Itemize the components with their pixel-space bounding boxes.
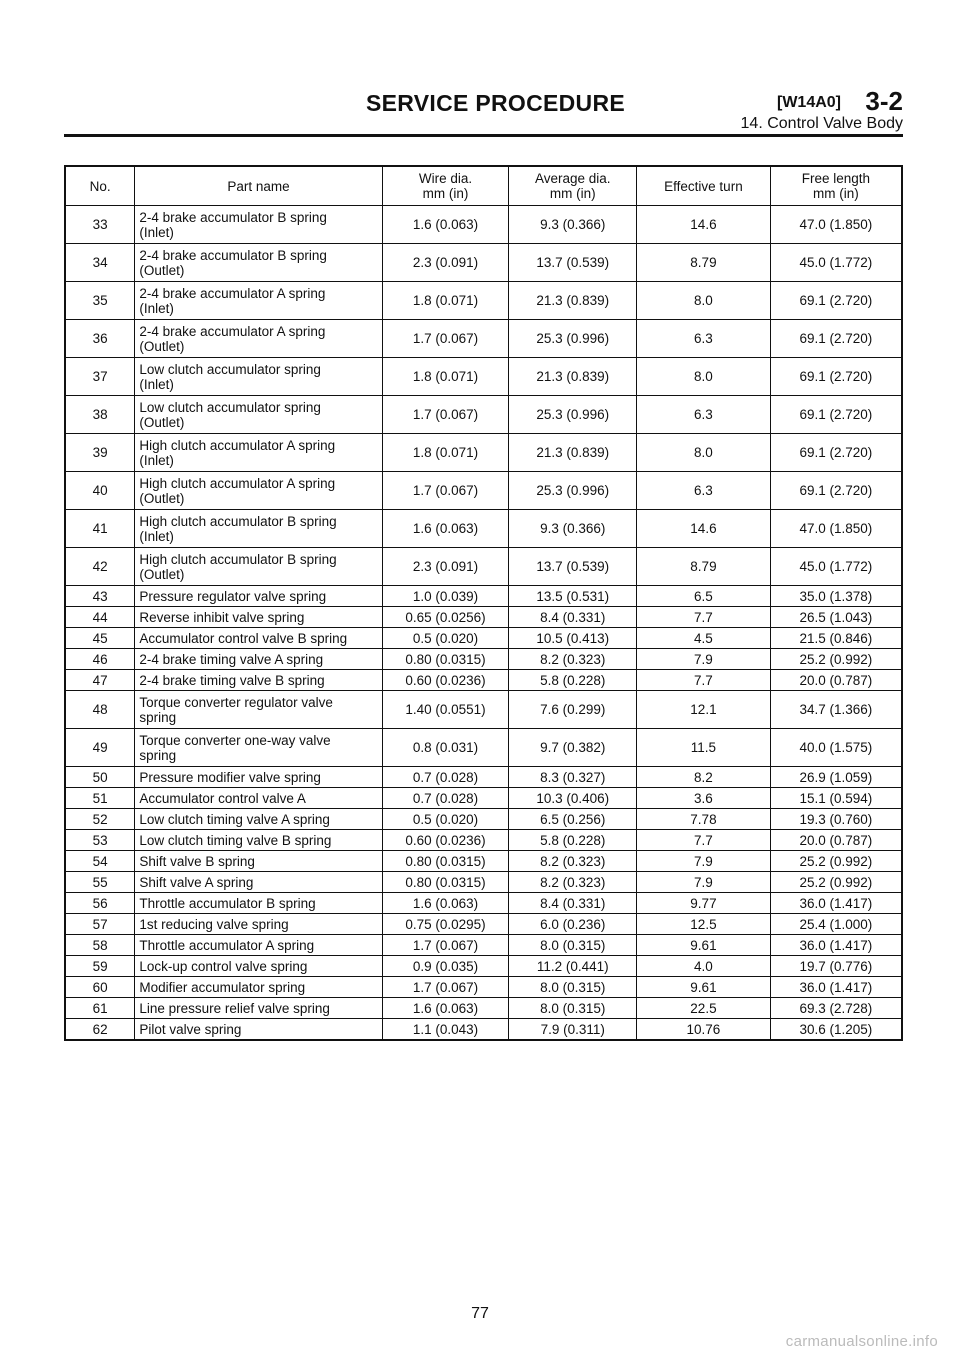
table-row	[65, 628, 902, 649]
cell-effective-turn: 7.7	[637, 670, 771, 691]
table-row	[65, 282, 902, 320]
table-row	[65, 809, 902, 830]
cell-effective-turn: 7.9	[637, 649, 771, 670]
cell-effective-turn: 3.6	[637, 788, 771, 809]
cell-average-dia: 13.5 (0.531)	[509, 586, 637, 607]
cell-part-name: Pressure regulator valve spring	[135, 586, 382, 607]
cell-effective-turn: 4.5	[637, 628, 771, 649]
cell-average-dia: 8.0 (0.315)	[509, 977, 637, 998]
cell-part-name: Low clutch timing valve B spring	[135, 830, 382, 851]
cell-wire-dia: 0.80 (0.0315)	[382, 649, 509, 670]
cell-free-length: 69.1 (2.720)	[770, 434, 902, 472]
table-row	[65, 244, 902, 282]
table-row	[65, 956, 902, 977]
header-free-length: Free length mm (in)	[770, 166, 902, 206]
watermark: carmanualsonline.info	[785, 1333, 938, 1350]
cell-wire-dia: 1.7 (0.067)	[382, 977, 509, 998]
cell-average-dia: 7.6 (0.299)	[509, 691, 637, 729]
cell-free-length: 69.3 (2.728)	[770, 998, 902, 1019]
header-wire-dia: Wire dia. mm (in)	[382, 166, 509, 206]
cell-part-name: 2-4 brake accumulator B spring (Outlet)	[135, 244, 382, 282]
page-number: 77	[471, 1305, 489, 1322]
table-row	[65, 851, 902, 872]
header-effective-turn: Effective turn	[637, 166, 771, 206]
cell-wire-dia: 0.5 (0.020)	[382, 809, 509, 830]
cell-free-length: 35.0 (1.378)	[770, 586, 902, 607]
cell-part-name: 2-4 brake accumulator A spring (Outlet)	[135, 320, 382, 358]
cell-effective-turn: 6.3	[637, 320, 771, 358]
cell-effective-turn: 8.2	[637, 767, 771, 788]
table-row	[65, 396, 902, 434]
cell-part-name: Shift valve B spring	[135, 851, 382, 872]
cell-free-length: 45.0 (1.772)	[770, 244, 902, 282]
cell-part-name: Line pressure relief valve spring	[135, 998, 382, 1019]
cell-average-dia: 6.5 (0.256)	[509, 809, 637, 830]
cell-no: 48	[65, 691, 135, 729]
cell-no: 47	[65, 670, 135, 691]
cell-wire-dia: 1.0 (0.039)	[382, 586, 509, 607]
header-part-name: Part name	[135, 166, 382, 206]
cell-free-length: 34.7 (1.366)	[770, 691, 902, 729]
cell-effective-turn: 7.9	[637, 851, 771, 872]
table-row	[65, 893, 902, 914]
cell-average-dia: 6.0 (0.236)	[509, 914, 637, 935]
cell-free-length: 20.0 (0.787)	[770, 670, 902, 691]
cell-effective-turn: 6.3	[637, 472, 771, 510]
cell-free-length: 69.1 (2.720)	[770, 282, 902, 320]
cell-part-name: Lock-up control valve spring	[135, 956, 382, 977]
cell-part-name: Torque converter one-way valve spring	[135, 729, 382, 767]
cell-wire-dia: 1.8 (0.071)	[382, 282, 509, 320]
cell-effective-turn: 6.5	[637, 586, 771, 607]
cell-free-length: 69.1 (2.720)	[770, 320, 902, 358]
cell-part-name: Accumulator control valve B spring	[135, 628, 382, 649]
cell-average-dia: 8.0 (0.315)	[509, 935, 637, 956]
table-body	[65, 206, 902, 1041]
cell-free-length: 19.3 (0.760)	[770, 809, 902, 830]
cell-effective-turn: 12.5	[637, 914, 771, 935]
cell-wire-dia: 1.6 (0.063)	[382, 893, 509, 914]
cell-wire-dia: 1.8 (0.071)	[382, 358, 509, 396]
cell-no: 43	[65, 586, 135, 607]
cell-part-name: 1st reducing valve spring	[135, 914, 382, 935]
cell-no: 42	[65, 548, 135, 586]
cell-wire-dia: 1.8 (0.071)	[382, 434, 509, 472]
cell-average-dia: 21.3 (0.839)	[509, 282, 637, 320]
cell-no: 38	[65, 396, 135, 434]
cell-free-length: 45.0 (1.772)	[770, 548, 902, 586]
cell-free-length: 25.2 (0.992)	[770, 851, 902, 872]
cell-part-name: Torque converter regulator valve spring	[135, 691, 382, 729]
cell-wire-dia: 0.65 (0.0256)	[382, 607, 509, 628]
cell-effective-turn: 22.5	[637, 998, 771, 1019]
table-row	[65, 607, 902, 628]
cell-no: 40	[65, 472, 135, 510]
cell-no: 37	[65, 358, 135, 396]
cell-no: 61	[65, 998, 135, 1019]
cell-part-name: Pressure modifier valve spring	[135, 767, 382, 788]
cell-no: 55	[65, 872, 135, 893]
cell-wire-dia: 1.7 (0.067)	[382, 935, 509, 956]
cell-average-dia: 25.3 (0.996)	[509, 396, 637, 434]
cell-part-name: Accumulator control valve A	[135, 788, 382, 809]
cell-no: 51	[65, 788, 135, 809]
cell-no: 50	[65, 767, 135, 788]
cell-average-dia: 8.0 (0.315)	[509, 998, 637, 1019]
table-row	[65, 670, 902, 691]
cell-effective-turn: 12.1	[637, 691, 771, 729]
cell-no: 46	[65, 649, 135, 670]
cell-wire-dia: 1.6 (0.063)	[382, 510, 509, 548]
cell-part-name: Throttle accumulator A spring	[135, 935, 382, 956]
cell-free-length: 36.0 (1.417)	[770, 893, 902, 914]
cell-free-length: 47.0 (1.850)	[770, 510, 902, 548]
cell-free-length: 20.0 (0.787)	[770, 830, 902, 851]
cell-average-dia: 8.4 (0.331)	[509, 893, 637, 914]
cell-wire-dia: 0.5 (0.020)	[382, 628, 509, 649]
cell-wire-dia: 0.60 (0.0236)	[382, 670, 509, 691]
cell-average-dia: 9.3 (0.366)	[509, 510, 637, 548]
table-row	[65, 548, 902, 586]
cell-wire-dia: 0.60 (0.0236)	[382, 830, 509, 851]
cell-average-dia: 5.8 (0.228)	[509, 670, 637, 691]
cell-part-name: Low clutch timing valve A spring	[135, 809, 382, 830]
cell-free-length: 69.1 (2.720)	[770, 472, 902, 510]
cell-wire-dia: 1.7 (0.067)	[382, 320, 509, 358]
cell-effective-turn: 9.61	[637, 977, 771, 998]
cell-part-name: High clutch accumulator A spring (Outlet)	[135, 472, 382, 510]
cell-effective-turn: 10.76	[637, 1019, 771, 1041]
cell-average-dia: 21.3 (0.839)	[509, 434, 637, 472]
cell-effective-turn: 11.5	[637, 729, 771, 767]
cell-average-dia: 21.3 (0.839)	[509, 358, 637, 396]
cell-free-length: 19.7 (0.776)	[770, 956, 902, 977]
cell-free-length: 69.1 (2.720)	[770, 396, 902, 434]
cell-part-name: Throttle accumulator B spring	[135, 893, 382, 914]
cell-wire-dia: 0.9 (0.035)	[382, 956, 509, 977]
cell-effective-turn: 8.0	[637, 434, 771, 472]
cell-wire-dia: 2.3 (0.091)	[382, 244, 509, 282]
table-row	[65, 830, 902, 851]
table-row	[65, 510, 902, 548]
cell-part-name: Pilot valve spring	[135, 1019, 382, 1041]
cell-free-length: 26.5 (1.043)	[770, 607, 902, 628]
cell-wire-dia: 0.7 (0.028)	[382, 767, 509, 788]
cell-no: 34	[65, 244, 135, 282]
cell-wire-dia: 1.6 (0.063)	[382, 998, 509, 1019]
cell-no: 33	[65, 206, 135, 244]
cell-no: 49	[65, 729, 135, 767]
cell-average-dia: 8.2 (0.323)	[509, 649, 637, 670]
cell-no: 54	[65, 851, 135, 872]
cell-effective-turn: 8.79	[637, 244, 771, 282]
table-row	[65, 649, 902, 670]
cell-wire-dia: 1.7 (0.067)	[382, 472, 509, 510]
cell-no: 58	[65, 935, 135, 956]
cell-wire-dia: 1.40 (0.0551)	[382, 691, 509, 729]
cell-average-dia: 13.7 (0.539)	[509, 244, 637, 282]
table-row	[65, 977, 902, 998]
cell-average-dia: 9.7 (0.382)	[509, 729, 637, 767]
cell-effective-turn: 9.61	[637, 935, 771, 956]
cell-no: 60	[65, 977, 135, 998]
cell-no: 56	[65, 893, 135, 914]
cell-no: 57	[65, 914, 135, 935]
cell-part-name: Reverse inhibit valve spring	[135, 607, 382, 628]
cell-part-name: 2-4 brake accumulator A spring (Inlet)	[135, 282, 382, 320]
cell-effective-turn: 9.77	[637, 893, 771, 914]
cell-part-name: High clutch accumulator B spring (Outlet)	[135, 548, 382, 586]
table-row	[65, 320, 902, 358]
table-row	[65, 914, 902, 935]
header-average-dia: Average dia. mm (in)	[509, 166, 637, 206]
cell-free-length: 36.0 (1.417)	[770, 977, 902, 998]
cell-effective-turn: 7.78	[637, 809, 771, 830]
table-header-row	[65, 166, 902, 206]
table-row	[65, 472, 902, 510]
header-no: No.	[65, 166, 135, 206]
cell-effective-turn: 14.6	[637, 206, 771, 244]
cell-effective-turn: 14.6	[637, 510, 771, 548]
cell-wire-dia: 1.6 (0.063)	[382, 206, 509, 244]
cell-effective-turn: 7.7	[637, 830, 771, 851]
table-row	[65, 788, 902, 809]
section-subtitle: 14. Control Valve Body	[740, 115, 903, 132]
cell-effective-turn: 4.0	[637, 956, 771, 977]
cell-no: 53	[65, 830, 135, 851]
cell-effective-turn: 8.0	[637, 358, 771, 396]
cell-free-length: 47.0 (1.850)	[770, 206, 902, 244]
cell-average-dia: 13.7 (0.539)	[509, 548, 637, 586]
cell-average-dia: 9.3 (0.366)	[509, 206, 637, 244]
cell-average-dia: 10.3 (0.406)	[509, 788, 637, 809]
cell-part-name: Low clutch accumulator spring (Inlet)	[135, 358, 382, 396]
section-code: [W14A0]	[776, 94, 841, 111]
cell-no: 52	[65, 809, 135, 830]
cell-wire-dia: 1.1 (0.043)	[382, 1019, 509, 1041]
page-header	[64, 82, 903, 136]
cell-free-length: 25.4 (1.000)	[770, 914, 902, 935]
cell-no: 62	[65, 1019, 135, 1041]
table-row	[65, 434, 902, 472]
cell-part-name: 2-4 brake accumulator B spring (Inlet)	[135, 206, 382, 244]
cell-part-name: Shift valve A spring	[135, 872, 382, 893]
table-row	[65, 767, 902, 788]
cell-no: 35	[65, 282, 135, 320]
cell-free-length: 69.1 (2.720)	[770, 358, 902, 396]
cell-wire-dia: 2.3 (0.091)	[382, 548, 509, 586]
cell-free-length: 15.1 (0.594)	[770, 788, 902, 809]
cell-wire-dia: 0.7 (0.028)	[382, 788, 509, 809]
cell-average-dia: 8.2 (0.323)	[509, 872, 637, 893]
cell-no: 59	[65, 956, 135, 977]
cell-effective-turn: 6.3	[637, 396, 771, 434]
cell-part-name: Modifier accumulator spring	[135, 977, 382, 998]
table-row	[65, 998, 902, 1019]
cell-part-name: High clutch accumulator B spring (Inlet)	[135, 510, 382, 548]
cell-free-length: 30.6 (1.205)	[770, 1019, 902, 1041]
cell-no: 44	[65, 607, 135, 628]
cell-free-length: 21.5 (0.846)	[770, 628, 902, 649]
cell-free-length: 25.2 (0.992)	[770, 872, 902, 893]
table-row	[65, 935, 902, 956]
cell-effective-turn: 7.7	[637, 607, 771, 628]
section-number: 3-2	[865, 86, 903, 116]
cell-wire-dia: 0.8 (0.031)	[382, 729, 509, 767]
table-row	[65, 872, 902, 893]
cell-average-dia: 8.2 (0.323)	[509, 851, 637, 872]
cell-average-dia: 8.3 (0.327)	[509, 767, 637, 788]
cell-free-length: 25.2 (0.992)	[770, 649, 902, 670]
cell-part-name: High clutch accumulator A spring (Inlet)	[135, 434, 382, 472]
table-row	[65, 729, 902, 767]
cell-average-dia: 7.9 (0.311)	[509, 1019, 637, 1041]
cell-average-dia: 25.3 (0.996)	[509, 472, 637, 510]
cell-wire-dia: 0.75 (0.0295)	[382, 914, 509, 935]
cell-no: 41	[65, 510, 135, 548]
spring-spec-table	[64, 165, 903, 1041]
cell-average-dia: 10.5 (0.413)	[509, 628, 637, 649]
cell-no: 39	[65, 434, 135, 472]
cell-effective-turn: 8.79	[637, 548, 771, 586]
cell-wire-dia: 0.80 (0.0315)	[382, 851, 509, 872]
cell-free-length: 40.0 (1.575)	[770, 729, 902, 767]
cell-no: 36	[65, 320, 135, 358]
cell-part-name: Low clutch accumulator spring (Outlet)	[135, 396, 382, 434]
cell-effective-turn: 8.0	[637, 282, 771, 320]
table-row	[65, 358, 902, 396]
table-row	[65, 586, 902, 607]
cell-average-dia: 11.2 (0.441)	[509, 956, 637, 977]
table-row	[65, 1019, 902, 1041]
cell-average-dia: 8.4 (0.331)	[509, 607, 637, 628]
cell-free-length: 36.0 (1.417)	[770, 935, 902, 956]
cell-part-name: 2-4 brake timing valve A spring	[135, 649, 382, 670]
cell-average-dia: 5.8 (0.228)	[509, 830, 637, 851]
page-title: SERVICE PROCEDURE	[366, 90, 626, 116]
cell-wire-dia: 1.7 (0.067)	[382, 396, 509, 434]
cell-no: 45	[65, 628, 135, 649]
cell-free-length: 26.9 (1.059)	[770, 767, 902, 788]
cell-effective-turn: 7.9	[637, 872, 771, 893]
cell-average-dia: 25.3 (0.996)	[509, 320, 637, 358]
header-rule	[64, 134, 903, 137]
cell-wire-dia: 0.80 (0.0315)	[382, 872, 509, 893]
cell-part-name: 2-4 brake timing valve B spring	[135, 670, 382, 691]
table-row	[65, 691, 902, 729]
table-row	[65, 206, 902, 244]
